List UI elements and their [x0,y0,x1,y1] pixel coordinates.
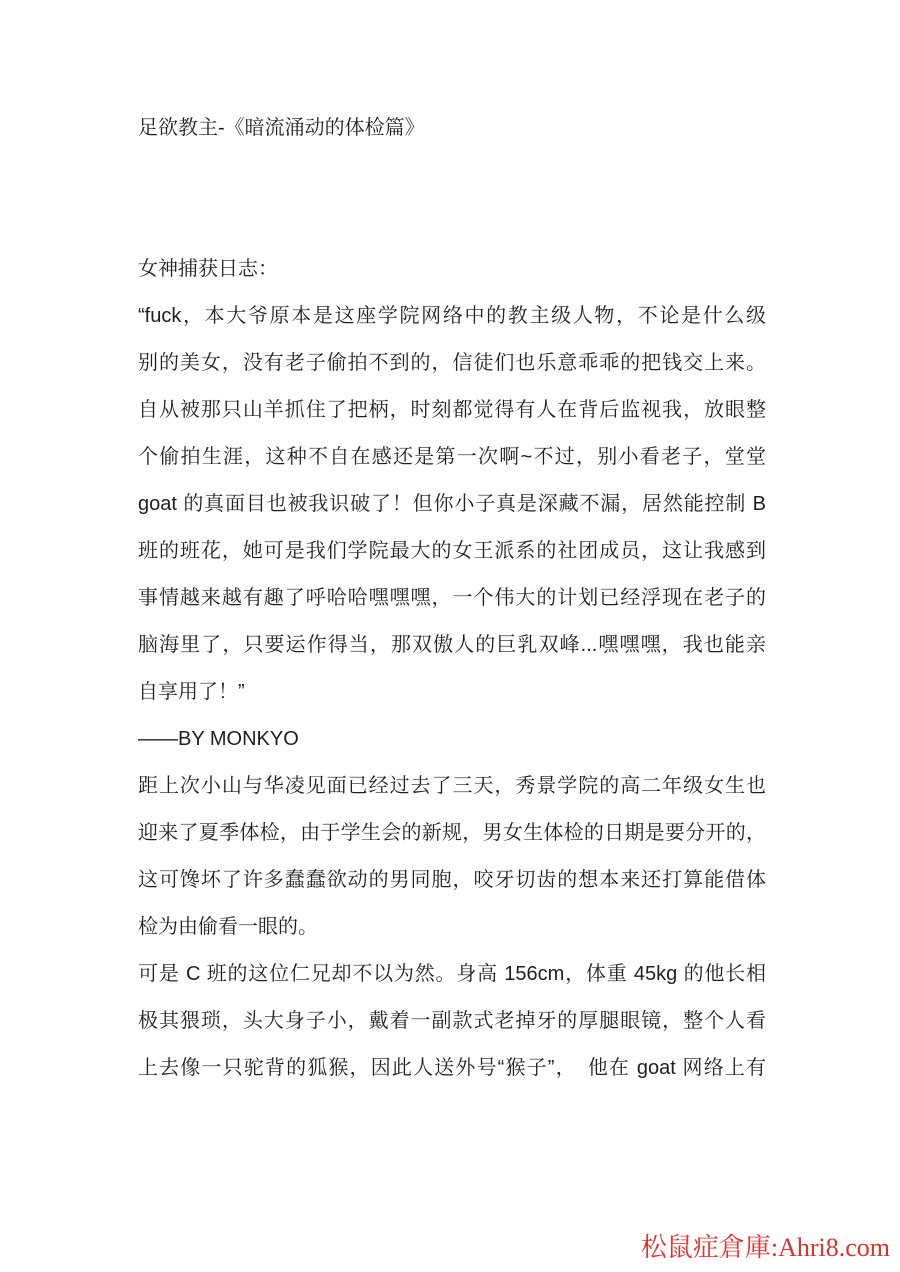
diary-quote-line: 别的美女，没有老子偷拍不到的，信徒们也乐意乖乖的把钱交上来。 [138,352,766,374]
byline-line: ——BY MONKYO [138,728,299,750]
diary-quote-line: goat 的真面目也被我识破了！但你小子真是深藏不漏，居然能控制 B [138,493,766,515]
diary-quote-line: 班的班花，她可是我们学院最大的女王派系的社团成员，这让我感到 [138,540,766,562]
site-watermark: 松鼠症倉庫:Ahri8.com [640,1233,890,1262]
diary-quote-line: “fuck，本大爷原本是这座学院网络中的教主级人物，不论是什么级 [138,305,766,327]
diary-heading: 女神捕获日志： [138,258,278,280]
diary-quote-line: 脑海里了，只要运作得当，那双傲人的巨乳双峰...嘿嘿嘿，我也能亲 [138,634,766,656]
diary-quote-line: 自从被那只山羊抓住了把柄，时刻都觉得有人在背后监视我，放眼整 [138,399,766,421]
narration-1-line: 检为由偷看一眼的。 [138,916,318,938]
narration-1-line: 距上次小山与华凌见面已经过去了三天，秀景学院的高二年级女生也 [138,775,766,797]
blank-line [138,152,766,199]
paragraphs [138,293,766,1092]
narration-2-line: 可是 C 班的这位仁兄却不以为然。身高 156cm，体重 45kg 的他长相 [138,963,766,985]
diary-quote-line: 事情越来越有趣了呼哈哈嘿嘿嘿，一个伟大的计划已经浮现在老子的 [138,587,766,609]
narration-2-line: 极其猥琐，头大身子小，戴着一副款式老掉牙的厚腿眼镜，整个人看 [138,1010,766,1032]
narration-2-line: 上去像一只驼背的狐猴，因此人送外号“猴子”， 他在 goat 网络上有 [138,1057,766,1079]
narration-1-line: 迎来了夏季体检，由于学生会的新规，男女生体检的日期是要分开的， [138,822,766,844]
diary-quote-line: 个偷拍生涯，这种不自在感还是第一次啊~不过，别小看老子，堂堂 [138,446,766,468]
diary-quote-line: 自享用了！” [138,681,245,703]
document-title: 足欲教主-《暗流涌动的体检篇》 [138,117,425,139]
blank-line [138,199,766,246]
document-content [138,105,766,1092]
narration-1-line: 这可馋坏了许多蠢蠢欲动的男同胞，咬牙切齿的想本来还打算能借体 [138,869,766,891]
